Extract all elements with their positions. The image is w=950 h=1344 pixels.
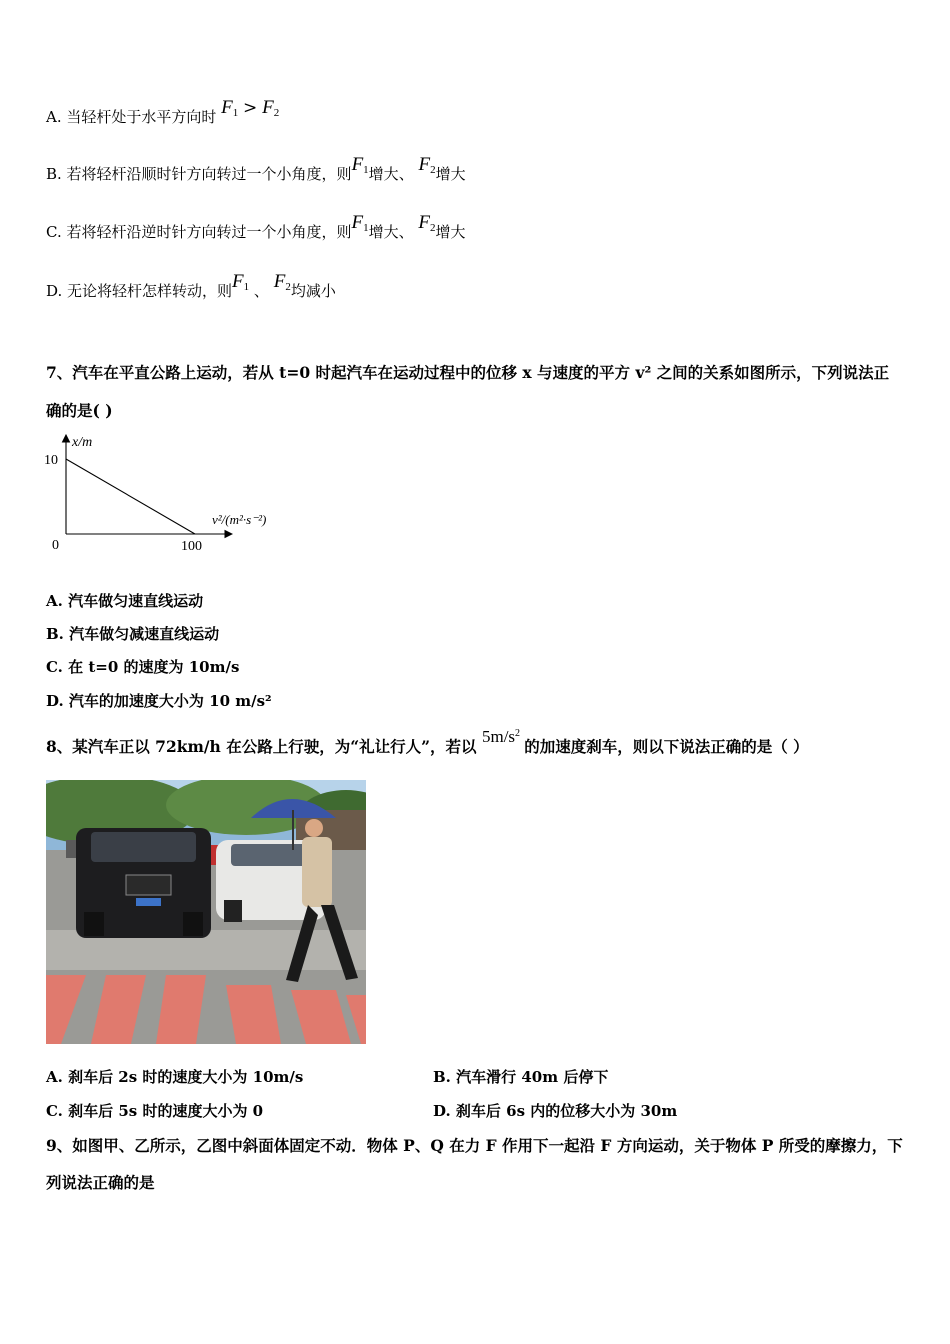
q6-option-c: C. 若将轻杆沿逆时针方向转过一个小角度，则$F_1$增大、 $F_2$增大 bbox=[46, 212, 466, 241]
q8-option-a: A. 刹车后 2s 时的速度大小为 10m/s bbox=[46, 1068, 304, 1086]
q7-option-d: D. 汽车的加速度大小为 10 m/s² bbox=[46, 692, 272, 710]
x-axis-label: v²/(m²·s⁻²) bbox=[212, 512, 267, 527]
q6-option-d: D. 无论将轻杆怎样转动，则$F_1$ 、 $F_2$均减小 bbox=[46, 271, 336, 300]
q8-option-c: C. 刹车后 5s 时的速度大小为 0 bbox=[46, 1102, 264, 1120]
x-tick-100: 100 bbox=[181, 539, 202, 554]
q8-option-b: B. 汽车滑行 40m 后停下 bbox=[433, 1068, 609, 1086]
q7-option-a: A. 汽车做匀速直线运动 bbox=[46, 592, 204, 610]
q6-option-a: A. 当轻杆处于水平方向时 $F_1 > F_2$ bbox=[46, 97, 280, 126]
q7-option-c: C. 在 t=0 的速度为 10m/s bbox=[46, 658, 240, 676]
q7-graph bbox=[40, 432, 290, 557]
origin-label: 0 bbox=[52, 538, 59, 553]
q9-stem-line1: 9、如图甲、乙所示，乙图中斜面体固定不动．物体 P、Q 在力 F 作用下一起沿 F 方向运动，关于物体 P 所受的摩擦力，下 bbox=[46, 1136, 903, 1155]
q7-option-b: B. 汽车做匀减速直线运动 bbox=[46, 625, 220, 643]
q7-stem-line2: 确的是( ) bbox=[46, 401, 113, 420]
q7-stem-line1: 7、汽车在平直公路上运动，若从 t=0 时起汽车在运动过程中的位移 x 与速度的平方 v² 之间的关系如图所示，下列说法正 bbox=[46, 363, 890, 382]
y-tick-10: 10 bbox=[44, 453, 58, 468]
x-v2-line bbox=[66, 459, 195, 534]
q9-stem-line2: 列说法正确的是 bbox=[46, 1173, 155, 1192]
y-axis-label: x/m bbox=[72, 435, 93, 450]
crosswalk-photo bbox=[46, 780, 366, 1044]
q8-stem: 8、某汽车正以 72km/h 在公路上行驶，为“礼让行人”，若以 $5m/s^2$ 的加速度刹车，则以下说法正确的是（ ） bbox=[46, 727, 809, 756]
q6-option-b: B. 若将轻杆沿顺时针方向转过一个小角度，则$F_1$增大、 $F_2$增大 bbox=[46, 154, 466, 183]
q8-option-d: D. 刹车后 6s 内的位移大小为 30m bbox=[433, 1102, 678, 1120]
